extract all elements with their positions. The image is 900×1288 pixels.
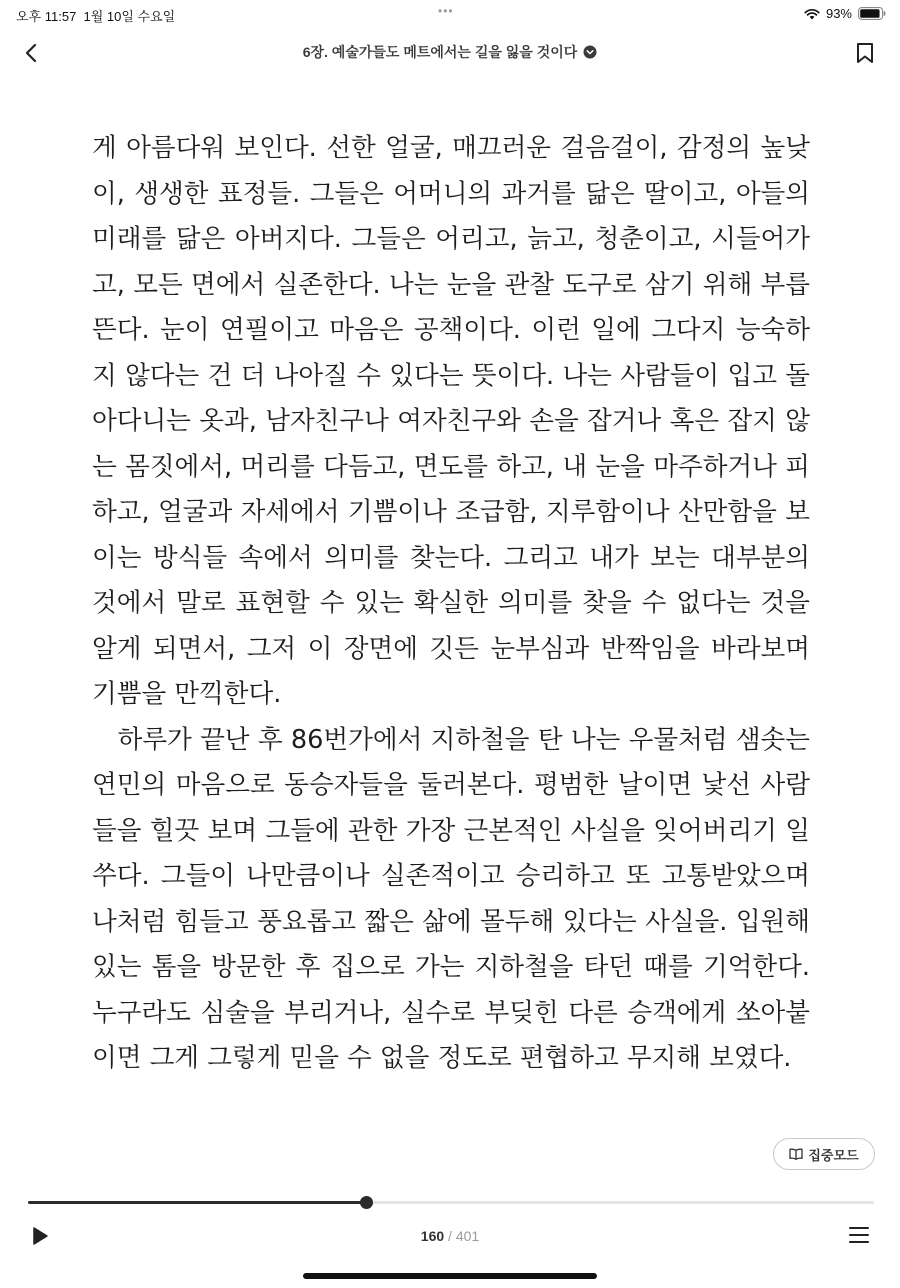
- home-indicator[interactable]: [303, 1273, 597, 1279]
- battery-icon: [858, 7, 886, 20]
- hamburger-menu-icon[interactable]: [846, 1222, 872, 1248]
- status-right: [804, 6, 886, 21]
- open-book-icon: [789, 1148, 803, 1160]
- bookmark-button[interactable]: [848, 36, 882, 70]
- battery-percent: 93%: [825, 6, 852, 21]
- status-date: 1월 10일 수요일: [83, 9, 176, 24]
- chapter-title: 6장. 예술가들도 메트에서는 길을 잃을 것이다: [302, 44, 578, 60]
- chapter-title-dropdown[interactable]: [200, 42, 700, 62]
- reader-top-bar: [0, 30, 900, 74]
- progress-fill: [28, 1201, 366, 1204]
- paragraph-1: 게 아름다워 보인다. 선한 얼굴, 매끄러운 걸음걸이, 감정의 높낮이, 생생한 표정들. 그들은 어머니의 과거를 닮은 딸이고, 아들의 미래를 닮은 아버지다. 그들은 어리고, 늙고, 청춘이고, 시들어가고, 모든 면에서 실존한다. 나는 눈을 관찰 도구로 삼기 위해 부릅뜬다. 눈이 연필이고 마음은 공책이다. 이런 일에 그다지 능숙하지 않다는 건 더 나아질 수 있다는 뜻이다. 나는 사람들이 입고 돌아다니는 옷과, 남자친구나 여자친구와 손을 잡거나 혹은 잡지 않는 몸짓에서, 머리를 다듬고, 면도를 하고, 내 눈을 마주하거나 피하고, 얼굴과 자세에서 기쁨이나 조급함, 지루함이나 산만함을 보이는 방식들 속에서 의미를 찾는다. 그리고 내가 보는 대부분의 것에서 말로 표현할 수 있는 확실한 의미를 찾을 수 없다는 것을 알게 되면서, 그저 이 장면에 깃든 눈부심과 반짝임을 바라보며 기쁨을 만끽한다.: [92, 133, 810, 709]
- chevron-left-icon: [24, 43, 38, 63]
- current-page: 160: [420, 1228, 445, 1244]
- page-separator: /: [448, 1228, 452, 1244]
- reading-progress-slider[interactable]: [28, 1201, 874, 1204]
- page-indicator: [350, 1228, 550, 1244]
- focus-mode-button[interactable]: [773, 1138, 875, 1170]
- progress-thumb[interactable]: [360, 1196, 373, 1209]
- reader-page-text[interactable]: [92, 126, 810, 1082]
- status-time: 오후 11:57 1월 10일 수요일: [16, 9, 176, 24]
- play-icon[interactable]: [26, 1222, 54, 1250]
- focus-mode-label: 집중모드: [808, 1147, 859, 1163]
- bookmark-icon: [856, 42, 874, 64]
- multitasking-dots[interactable]: •••: [438, 4, 454, 18]
- wifi-icon: [804, 8, 820, 20]
- status-bar: [0, 0, 900, 28]
- total-pages: 401: [455, 1228, 480, 1244]
- chevron-down-circle-icon: [583, 45, 597, 59]
- paragraph-2: 하루가 끝난 후 86번가에서 지하철을 탄 나는 우물처럼 샘솟는 연민의 마음으로 동승자들을 둘러본다. 평범한 날이면 낯선 사람들을 힐끗 보며 그들에 관한 가장 근본적인 사실을 잊어버리기 일쑤다. 그들이 나만큼이나 실존적이고 승리하고 또 고통받았으며 나처럼 힘들고 풍요롭고 짧은 삶에 몰두해 있다는 사실을. 입원해 있는 톰을 방문한 후 집으로 가는 지하철을 타던 때를 기억한다. 누구라도 심술을 부리거나, 실수로 부딪힌 다른 승객에게 쏘아붙이면 그게 그렇게 믿을 수 없을 정도로 편협하고 무지해 보였다.: [92, 724, 810, 1073]
- back-button[interactable]: [14, 36, 48, 70]
